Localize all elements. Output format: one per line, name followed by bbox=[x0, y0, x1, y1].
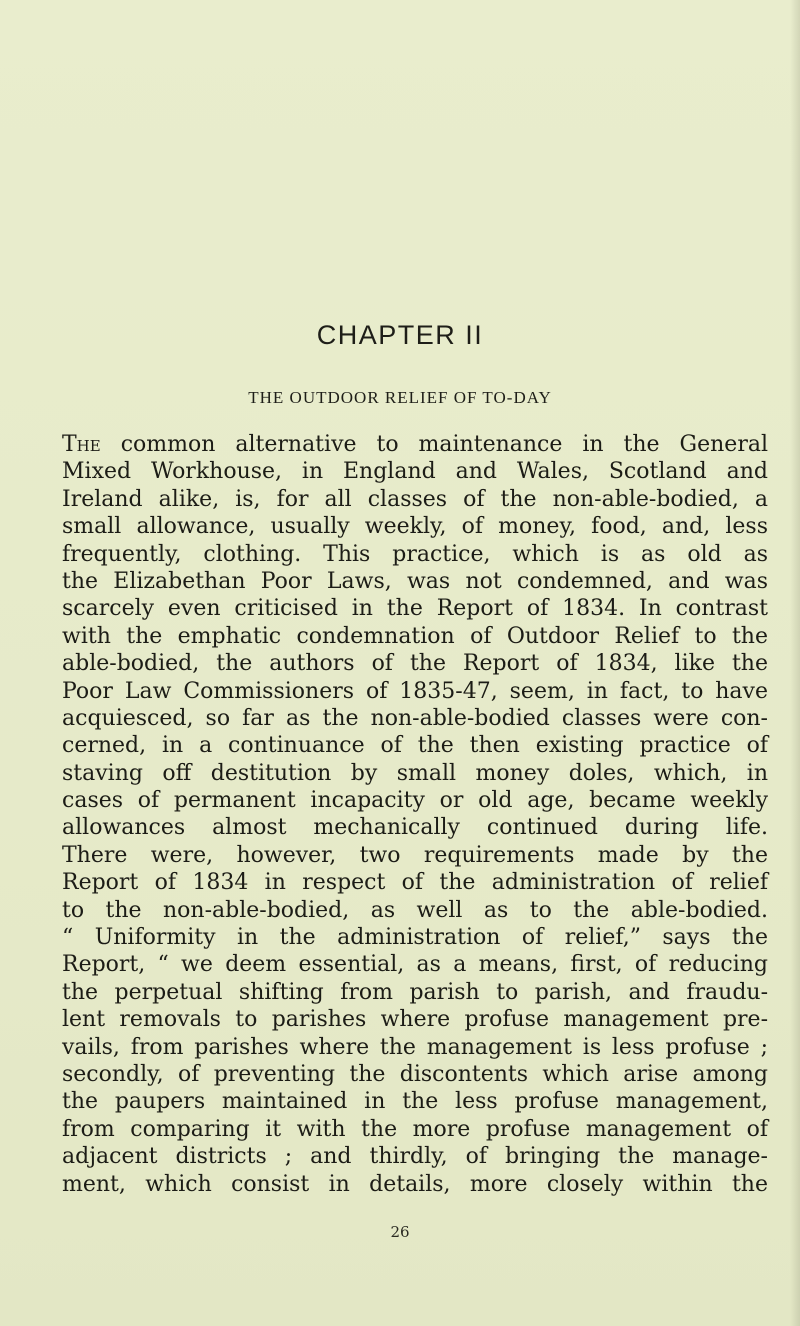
text-line: the paupers maintained in the less profuse management, bbox=[62, 1089, 768, 1115]
text-line: secondly, of preventing the discontents which arise among bbox=[62, 1061, 768, 1087]
text-line: from comparing it with the more profuse management of bbox=[62, 1116, 768, 1142]
text-line: to the non-able-bodied, as well as to the able-bodied. bbox=[62, 897, 768, 923]
text-line: with the emphatic condemnation of Outdoor Relief to the bbox=[62, 623, 768, 649]
text-line: scarcely even criticised in the Report of 1834. In contrast bbox=[62, 596, 768, 622]
text-line: the Elizabethan Poor Laws, was not condemned, and was bbox=[62, 568, 768, 594]
text-line: cerned, in a continuance of the then existing practice of bbox=[62, 733, 768, 759]
text-line: allowances almost mechanically continued during life. bbox=[62, 815, 768, 841]
drop-word: The bbox=[62, 432, 101, 457]
text-line: vails, from parishes where the management is less profuse ; bbox=[62, 1034, 768, 1060]
text-line: frequently, clothing. This practice, which is as old as bbox=[62, 541, 768, 567]
text-line: lent removals to parishes where profuse management pre- bbox=[62, 1007, 768, 1033]
section-title: THE OUTDOOR RELIEF OF TO-DAY bbox=[248, 388, 552, 407]
text-line: acquiesced, so far as the non-able-bodied classes were con- bbox=[62, 705, 768, 731]
chapter-title: CHAPTER II bbox=[316, 320, 484, 350]
text-line: The common alternative to maintenance in the General bbox=[62, 432, 768, 457]
text-line: Poor Law Commissioners of 1835-47, seem, in fact, to have bbox=[62, 678, 768, 704]
text-line: staving off destitution by small money doles, which, in bbox=[62, 760, 768, 786]
body-paragraph bbox=[62, 431, 768, 1198]
text-line: cases of permanent incapacity or old age, became weekly bbox=[62, 788, 768, 814]
text-line: able-bodied, the authors of the Report of 1834, like the bbox=[62, 651, 768, 677]
text-line: There were, however, two requirements made by the bbox=[62, 842, 768, 868]
text-line: Report, “ we deem essential, as a means, first, of reducing bbox=[62, 952, 768, 978]
text-line: Ireland alike, is, for all classes of the non-able-bodied, a bbox=[62, 486, 768, 512]
text-line: “ Uniformity in the administration of relief,” says the bbox=[62, 925, 768, 951]
text-line: small allowance, usually weekly, of money, food, and, less bbox=[62, 514, 768, 540]
text-line: adjacent districts ; and thirdly, of bringing the manage- bbox=[62, 1144, 768, 1170]
page-edge-shadow bbox=[790, 0, 800, 1326]
text-line: ment, which consist in details, more closely within the bbox=[62, 1171, 768, 1197]
text-line: Mixed Workhouse, in England and Wales, Scotland and bbox=[62, 459, 768, 485]
text-line: Report of 1834 in respect of the administration of relief bbox=[62, 870, 768, 896]
text-line: the perpetual shifting from parish to parish, and fraudu- bbox=[62, 979, 768, 1005]
page-number: 26 bbox=[390, 1223, 410, 1241]
